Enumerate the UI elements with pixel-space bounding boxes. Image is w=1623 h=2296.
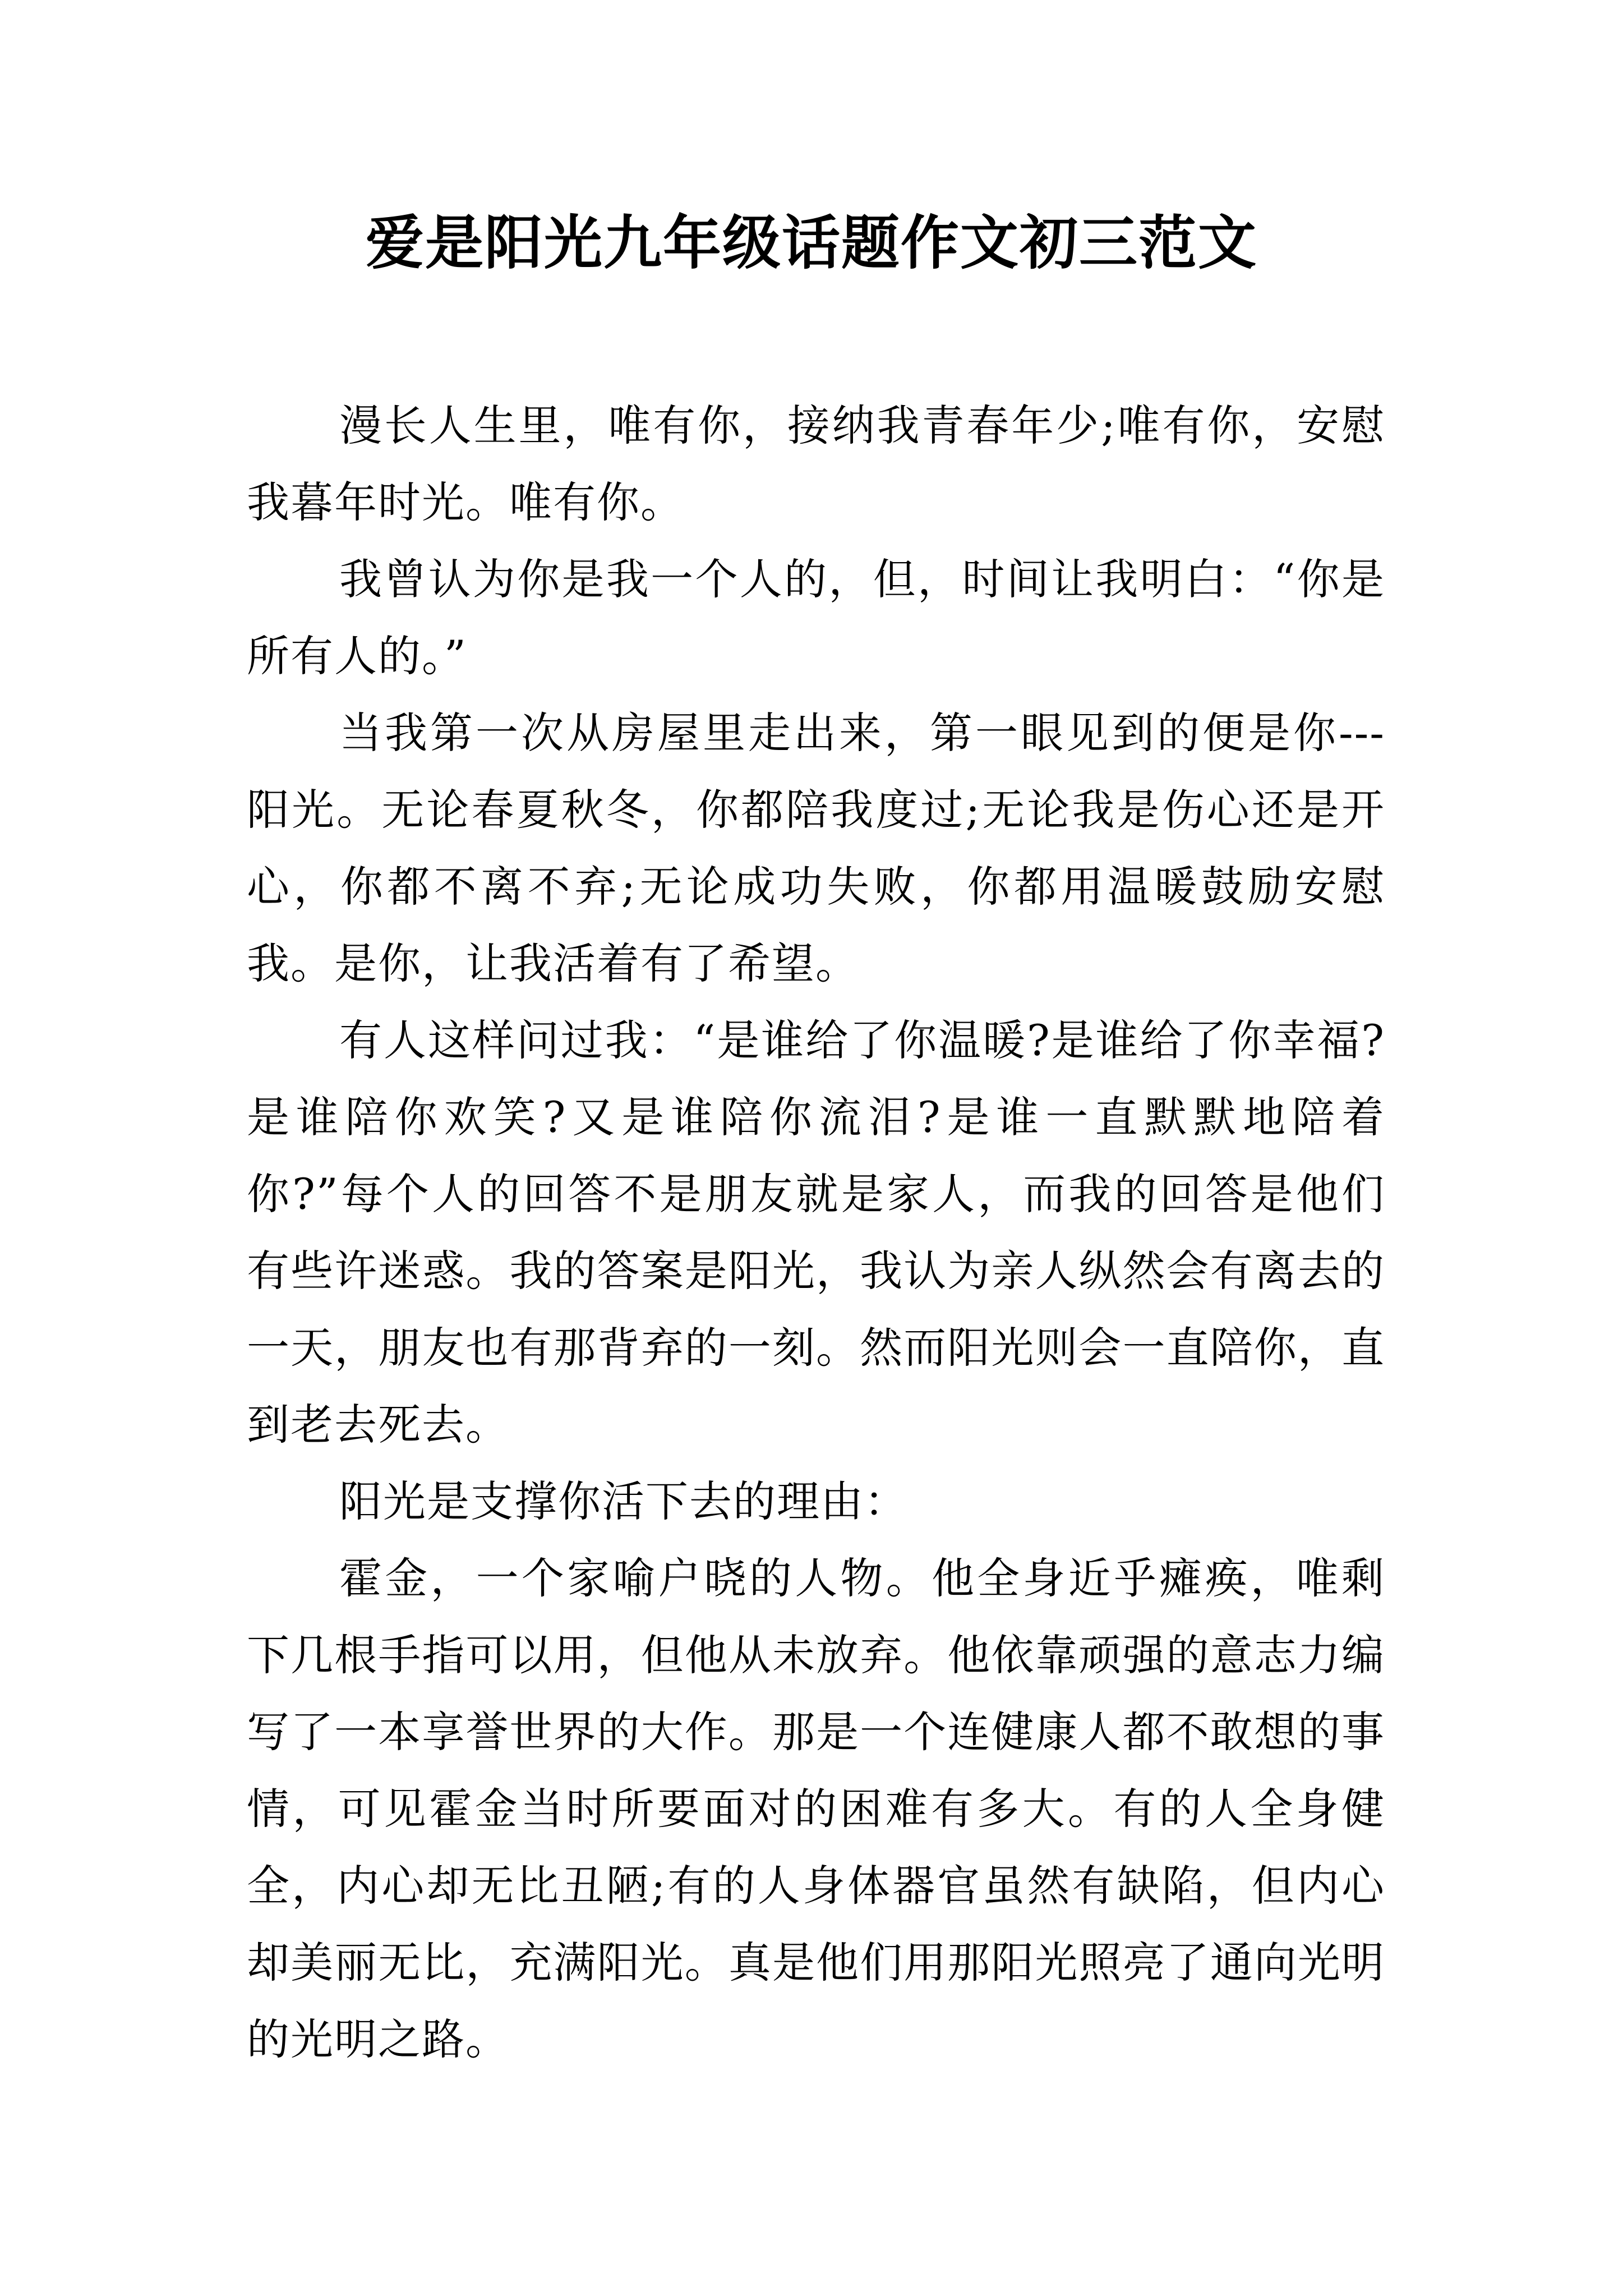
paragraph: 当我第一次从房屋里走出来，第一眼见到的便是你---阳光。无论春夏秋冬，你都陪我度过;无论我是伤心还是开心，你都不离不弃;无论成功失败，你都用温暖鼓励安慰我。是你，让我活着有了希望。 — [247, 708, 1385, 988]
paragraph: 我曾认为你是我一个人的，但，时间让我明白：“你是所有人的。” — [247, 554, 1385, 681]
paragraph: 漫长人生里，唯有你，接纳我青春年少;唯有你，安慰我暮年时光。唯有你。 — [247, 401, 1385, 527]
paragraph: 霍金，一个家喻户晓的人物。他全身近乎瘫痪，唯剩下几根手指可以用，但他从未放弃。他依靠顽强的意志力编写了一本享誉世界的大作。那是一个连健康人都不敢想的事情，可见霍金当时所要面对的困难有多大。有的人全身健全，内心却无比丑陋;有的人身体器官虽然有缺陷，但内心却美丽无比，充满阳光。真是他们用那阳光照亮了通向光明的光明之路。 — [247, 1553, 1385, 2064]
document-body — [247, 387, 1385, 2078]
document-title: 爱是阳光九年级话题作文初三范文 — [365, 209, 1257, 277]
paragraph: 阳光是支撑你活下去的理由： — [339, 1476, 908, 1526]
paragraph: 有人这样问过我：“是谁给了你温暖?是谁给了你幸福?是谁陪你欢笑?又是谁陪你流泪?是谁一直默默地陪着你?”每个人的回答不是朋友就是家人，而我的回答是他们有些许迷惑。我的答案是阳光，我认为亲人纵然会有离去的一天，朋友也有那背弃的一刻。然而阳光则会一直陪你，直到老去死去。 — [247, 1015, 1385, 1450]
